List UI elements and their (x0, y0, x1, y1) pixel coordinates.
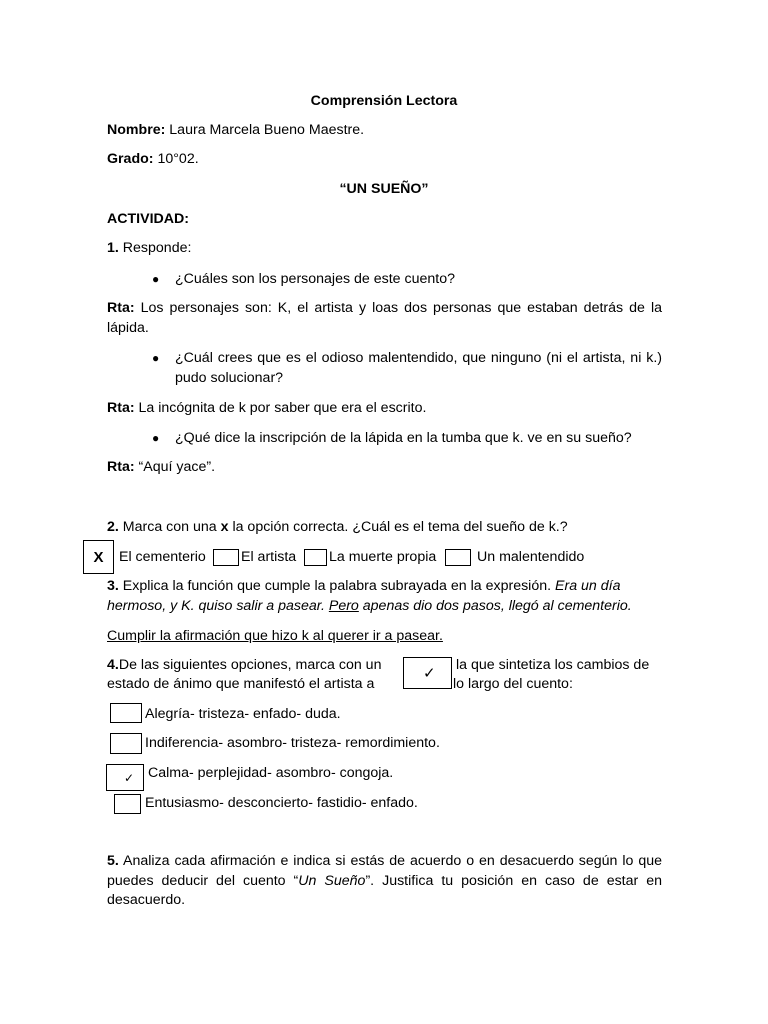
q1-question-3: ¿Qué dice la inscripción de la lápida en la tumba que k. ve en su sueño? (175, 430, 632, 446)
q4-option-checkbox-4[interactable] (114, 794, 141, 814)
checkmark-icon: ✓ (423, 665, 436, 682)
q3-line-1 (107, 577, 620, 596)
q2-option-1-label: El cementerio (119, 549, 206, 565)
student-name-row (107, 121, 364, 140)
q5-text-1: Analiza cada afirmación e indica si estás de acuerdo o en desacuerdo según lo que puedes deducir del cuento “ (107, 853, 662, 889)
q2-prompt-mark: x (220, 519, 229, 535)
name-label: Nombre: (107, 122, 166, 138)
q2-option-checkbox-4[interactable] (445, 549, 471, 566)
q1-number: 1. (107, 240, 119, 256)
answer-text: “Aquí yace”. (138, 459, 216, 475)
student-name: Laura Marcela Bueno Maestre. (169, 122, 365, 138)
q5-story-title: Un Sueño (298, 872, 366, 889)
q4-option-3-label: Calma- perplejidad- asombro- congoja. (148, 765, 394, 781)
q1-answer-1 (107, 299, 662, 338)
q1-question-1: ¿Cuáles son los personajes de este cuento? (175, 271, 455, 287)
q3-quote-2: hermoso, y K. quiso salir a pasear. (107, 598, 325, 614)
q5-text-2: ”. Justifica tu posición en caso de estar en desacuerdo. (107, 872, 663, 908)
activity-heading: ACTIVIDAD: (107, 211, 189, 227)
student-grade-row (107, 150, 199, 169)
q1-prompt (107, 239, 191, 258)
q3-quote-1: Era un día (555, 578, 621, 594)
q2-prompt-after: la opción correcta. ¿Cuál es el tema del sueño de k.? (232, 519, 568, 535)
q4-option-checkbox-1[interactable] (110, 703, 142, 723)
bullet-icon: ● (152, 351, 160, 365)
x-mark-icon: X (93, 548, 104, 566)
checkmark-icon: ✓ (124, 771, 135, 785)
q4-prompt-3: estado de ánimo que manifestó el artista a (107, 676, 375, 692)
q1-prompt-text: Responde: (122, 240, 192, 256)
answer-text: Los personajes son: K, el artista y loas dos personas que estaban detrás de la lápida. (107, 300, 662, 336)
q3-quote-3: apenas dio dos pasos, llegó al cementerio. (362, 598, 632, 614)
q1-question-2: ¿Cuál crees que es el odioso malentendido, que ninguno (ni el artista, ni k.) pudo solucionar? (175, 350, 662, 386)
q2-prompt-before: Marca con una (122, 519, 217, 535)
q4-prompt-1: De las siguientes opciones, marca con un (118, 657, 382, 673)
q4-prompt-2: la que sintetiza los cambios de (456, 657, 650, 673)
q4-line-1 (107, 656, 381, 675)
q1-answer-2 (107, 399, 426, 418)
page-title: Comprensión Lectora (310, 93, 458, 109)
answer-label: Rta: (107, 300, 135, 316)
q4-number: 4. (107, 657, 119, 673)
q4-option-checkbox-2[interactable] (110, 733, 142, 754)
q3-prompt: Explica la función que cumple la palabra subrayada en la expresión. (122, 578, 552, 594)
answer-label: Rta: (107, 400, 135, 416)
q2-option-checkbox-3[interactable] (304, 549, 327, 566)
q4-option-checkbox-3[interactable] (106, 764, 144, 791)
q2-number: 2. (107, 519, 119, 535)
q4-prompt-4: lo largo del cuento: (453, 676, 573, 692)
q1-answer-3 (107, 458, 215, 477)
bullet-icon: ● (152, 272, 160, 286)
q4-option-1-label: Alegría- tristeza- enfado- duda. (145, 706, 341, 722)
q2-prompt (107, 518, 568, 537)
q2-option-4-label: Un malentendido (477, 549, 585, 565)
q3-answer: Cumplir la afirmación que hizo k al querer ir a pasear. (107, 628, 443, 644)
student-grade: 10°02. (157, 151, 199, 167)
q5-text (107, 852, 662, 911)
q2-option-3-label: La muerte propia (329, 549, 437, 565)
q5-number: 5. (107, 853, 119, 869)
q2-option-checkbox-2[interactable] (213, 549, 239, 566)
answer-label: Rta: (107, 459, 135, 475)
q4-example-check-box (403, 657, 452, 689)
q4-option-4-label: Entusiasmo- desconcierto- fastidio- enfado. (145, 795, 418, 811)
q2-option-2-label: El artista (241, 549, 297, 565)
grade-label: Grado: (107, 151, 154, 167)
answer-text: La incógnita de k por saber que era el escrito. (138, 400, 427, 416)
bullet-icon: ● (152, 431, 160, 445)
story-title: “UN SUEÑO” (339, 181, 429, 197)
q3-line-2 (107, 597, 632, 616)
q3-quote-underlined: Pero (328, 598, 359, 614)
q2-option-checkbox-1[interactable] (83, 540, 114, 574)
q3-number: 3. (107, 578, 119, 594)
q4-option-2-label: Indiferencia- asombro- tristeza- remordimiento. (145, 735, 440, 751)
